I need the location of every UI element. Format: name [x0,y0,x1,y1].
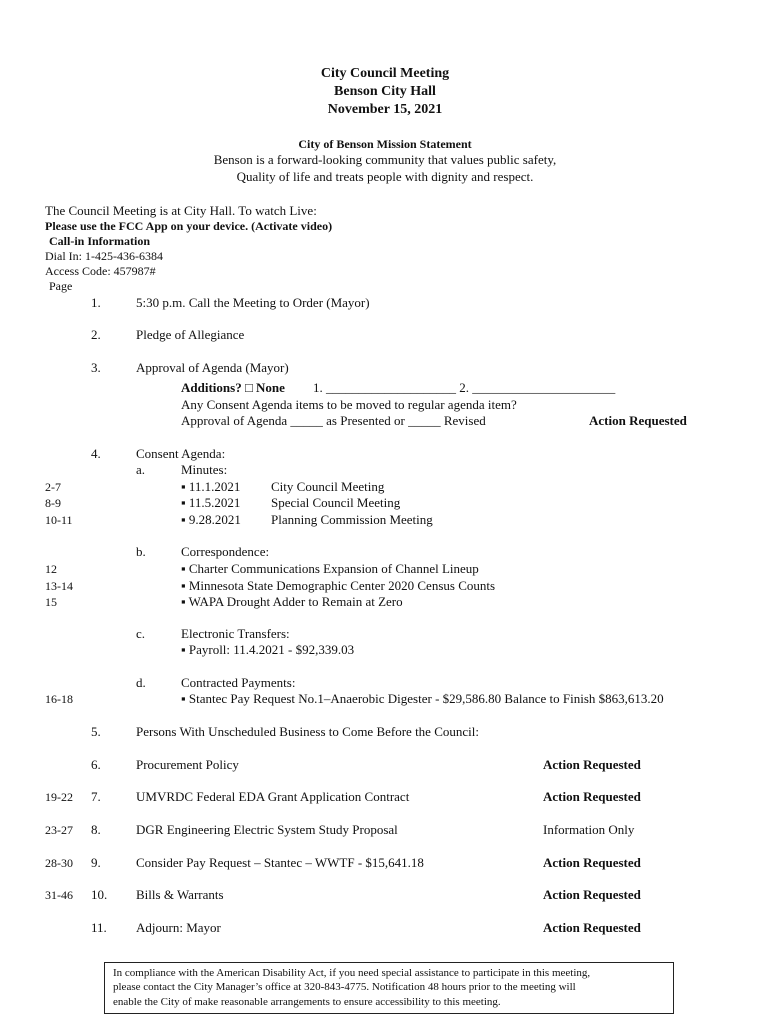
mission-line-2: Quality of life and treats people with dignity and respect. [236,169,534,184]
item-10-status: Action Requested [543,887,641,902]
page-ref: 28-30 [45,856,73,870]
item-2-text: Pledge of Allegiance [136,327,245,342]
page-ref: 16-18 [45,692,73,706]
page-ref: 19-22 [45,790,73,804]
ada-notice-line: In compliance with the American Disability Act, if you need special assistance to participate in this meeting, [113,967,591,979]
item-4b-title: Correspondence: [181,544,270,559]
item-11-text: Adjourn: Mayor [136,920,221,935]
contracted-payment-item: ▪ Stantec Pay Request No.1–Anaerobic Digester - $29,586.80 Balance to Finish $863,613.20 [181,691,664,706]
item-8-number: 8. [91,822,101,837]
ada-notice-line: enable the City of make reasonable arrangements to ensure accessibility to this meeting. [113,995,501,1008]
item-4d-letter: d. [136,675,146,690]
meeting-title: City Council Meeting [320,66,450,81]
additions-blanks: 1. ____________________ 2. ______________________ [313,380,616,395]
minutes-desc: City Council Meeting [271,479,385,494]
meeting-location: Benson City Hall [334,84,436,99]
intro-watch-live: The Council Meeting is at City Hall. To watch Live: [45,203,317,218]
item-4-number: 4. [91,446,101,461]
ada-notice-box [104,962,674,1014]
item-2-number: 2. [91,327,101,342]
item-10-number: 10. [91,887,108,902]
item-3-text: Approval of Agenda (Mayor) [136,360,289,375]
item-9-number: 9. [91,855,101,870]
correspondence-item: ▪ WAPA Drought Adder to Remain at Zero [181,594,403,609]
item-8-text: DGR Engineering Electric System Study Proposal [136,822,398,837]
item-4a-title: Minutes: [181,462,228,477]
mission-line-1: Benson is a forward-looking community that values public safety, [213,152,557,167]
item-9-text: Consider Pay Request – Stantec – WWTF - $15,641.18 [136,855,424,870]
item-3-status: Action Requested [589,413,687,428]
page-ref: 8-9 [45,496,61,510]
item-7-text: UMVRDC Federal EDA Grant Application Contract [136,789,410,804]
page-ref: 2-7 [45,480,61,494]
consent-move-question: Any Consent Agenda items to be moved to regular agenda item? [181,397,517,412]
item-1-text: 5:30 p.m. Call the Meeting to Order (Mayor) [136,295,370,310]
page-ref: 13-14 [45,579,73,593]
item-4d-title: Contracted Payments: [181,675,296,690]
item-7-status: Action Requested [543,789,641,804]
page-ref: 31-46 [45,888,73,902]
approval-of-agenda: Approval of Agenda _____ as Presented or _____ Revised [181,413,486,428]
item-4c-letter: c. [136,626,146,641]
correspondence-item: ▪ Minnesota State Demographic Center 2020 Census Counts [181,578,496,593]
item-4-text: Consent Agenda: [136,446,226,461]
item-8-status: Information Only [543,822,635,837]
minutes-desc: Special Council Meeting [271,495,401,510]
item-6-number: 6. [91,757,101,772]
item-5-text: Persons With Unscheduled Business to Come Before the Council: [136,724,479,739]
item-6-status: Action Requested [543,757,641,772]
item-4b-letter: b. [136,544,146,559]
item-5-number: 5. [91,724,101,739]
minutes-desc: Planning Commission Meeting [271,512,433,527]
minutes-date: ▪ 11.1.2021 [181,479,241,494]
item-4c-title: Electronic Transfers: [181,626,290,641]
minutes-date: ▪ 11.5.2021 [181,495,241,510]
correspondence-item: ▪ Charter Communications Expansion of Channel Lineup [181,561,479,576]
item-6-text: Procurement Policy [136,757,239,772]
item-1-number: 1. [91,295,101,310]
dial-in: Dial In: 1-425-436-6384 [45,249,163,263]
callin-heading: Call-in Information [49,234,151,248]
access-code: Access Code: 457987# [45,264,156,278]
item-11-number: 11. [91,920,107,935]
page-ref: 15 [45,595,57,609]
ada-notice-line: please contact the City Manager’s office at 320-843-4775. Notification 48 hours prior to the meeting will [113,981,576,994]
payroll-item: ▪ Payroll: 11.4.2021 - $92,339.03 [181,642,355,657]
item-4a-letter: a. [136,462,146,477]
page-ref: 23-27 [45,823,73,837]
mission-heading: City of Benson Mission Statement [298,137,472,151]
item-7-number: 7. [91,789,101,804]
item-10-text: Bills & Warrants [136,887,224,902]
intro-fcc-app: Please use the FCC App on your device. (Activate video) [45,219,333,233]
item-9-status: Action Requested [543,855,641,870]
minutes-date: ▪ 9.28.2021 [181,512,241,527]
item-3-number: 3. [91,360,101,375]
page-column-label: Page [49,279,73,293]
item-11-status: Action Requested [543,920,641,935]
page-ref: 12 [45,562,57,576]
page-ref: 10-11 [45,513,73,527]
meeting-date: November 15, 2021 [327,102,443,117]
additions-label: Additions? □ None [181,380,285,395]
